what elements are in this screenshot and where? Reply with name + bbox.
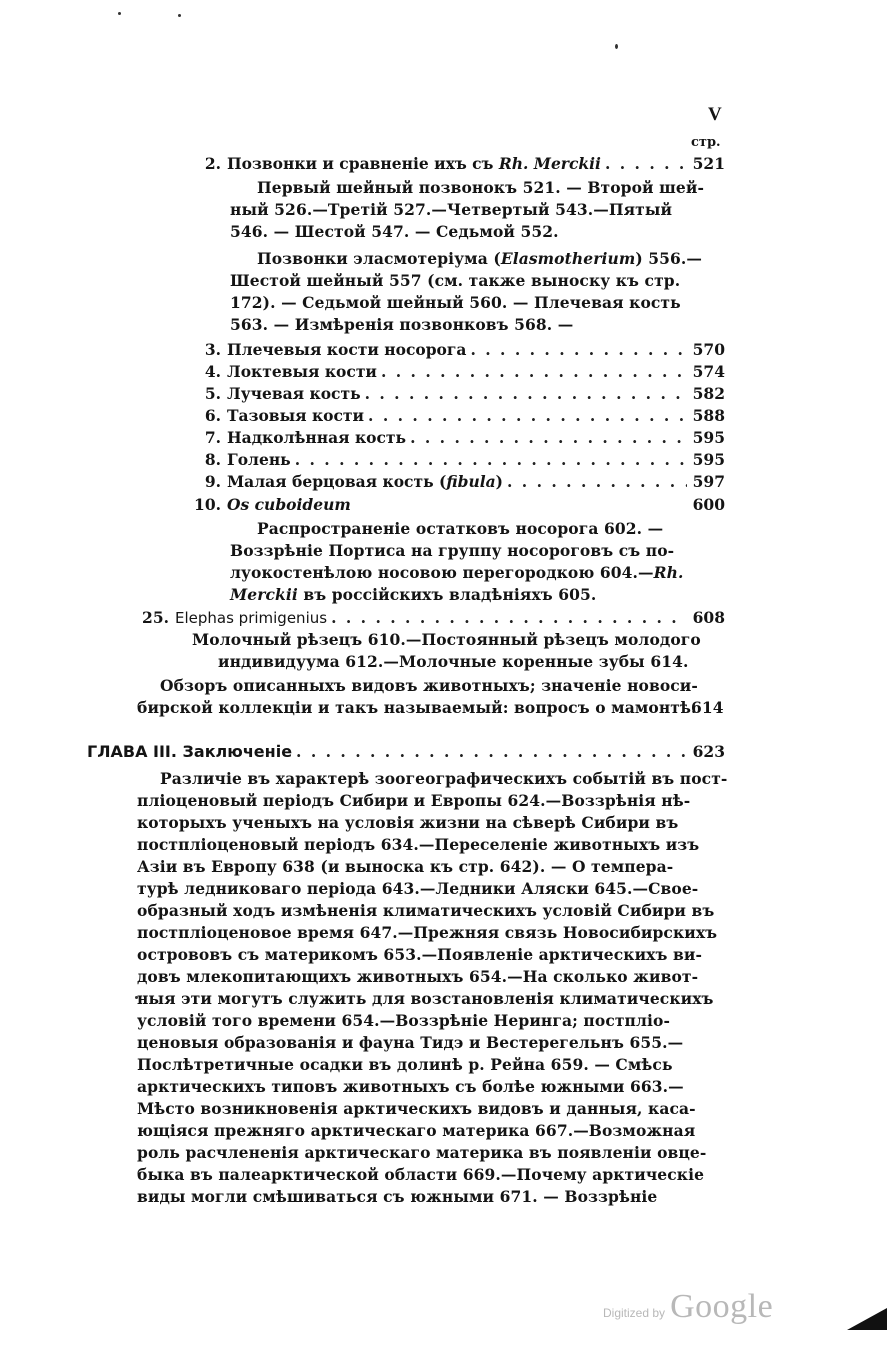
- chapter-summary-line: арктическихъ типовъ животныхъ съ болѣе южными 663.—: [137, 1077, 684, 1096]
- chapter-summary-line: постпліоценовый періодъ 634.—Переселеніе животныхъ изъ: [137, 835, 700, 854]
- toc-entry-number: 2.: [204, 154, 221, 173]
- chapter-summary-line: роль расчлененія арктическаго материка въ появленіи овце-: [137, 1143, 707, 1162]
- toc-entry-page: 582: [692, 384, 725, 403]
- toc-entry-9: [197, 471, 725, 493]
- entry-2-desc-line: ный 526.—Третій 527.—Четвертый 543.—Пятый: [230, 200, 673, 219]
- entry-10-desc-line: Распространеніе остатковъ носорога 602. —: [257, 519, 664, 538]
- toc-entry-number: 4.: [204, 362, 221, 381]
- entry-10-desc-line: Воззрѣніе Портиса на группу носороговъ съ по-: [230, 541, 675, 560]
- toc-entry-title: Тазовыя кости: [227, 406, 365, 425]
- toc-entry-title: Надколѣнная кость: [227, 428, 407, 447]
- toc-entry-6: [197, 405, 725, 427]
- chapter-summary-line: условій того времени 654.—Воззрѣніе Неринга; постпліо-: [137, 1011, 670, 1030]
- toc-entry-title: [227, 471, 503, 493]
- genus-name: Elasmotherium: [500, 249, 636, 268]
- toc-entry-5: [197, 383, 725, 405]
- chapter-summary-line: ющіяся прежняго арктическаго материка 667.—Возможная: [137, 1121, 696, 1140]
- species-name: Rh.: [653, 563, 684, 582]
- chapter-summary-line: постпліоценовое время 647.—Прежняя связь Новосибирскихъ: [137, 923, 718, 942]
- toc-entry-page: 588: [692, 406, 725, 425]
- toc-entry-page: 595: [692, 450, 725, 469]
- leader-dots: [507, 471, 687, 493]
- toc-entry-title: [227, 153, 601, 175]
- leader-dots: [410, 427, 687, 449]
- desc-text: Позвонки эласмотеріума (: [257, 249, 501, 268]
- toc-entry-number: 10.: [194, 495, 221, 514]
- entry-2-desc-line: 546. — Шестой 547. — Седьмой 552.: [230, 222, 559, 241]
- toc-entry-8: [197, 449, 725, 471]
- toc-entry-2: [197, 153, 725, 175]
- chapter-summary-line: ныя эти могутъ служить для возстановленія климатическихъ: [137, 989, 714, 1008]
- watermark-prefix: Digitized by: [603, 1306, 666, 1320]
- overview-line: бирской коллекціи и такъ называемый: вопросъ о мамонтѣ.: [137, 698, 697, 717]
- species-name: Rh. Merckii: [498, 154, 601, 173]
- scan-speck: [118, 12, 121, 15]
- chapter-summary-line: довъ млекопитающихъ животныхъ 654.—На сколько живот-: [137, 967, 699, 986]
- leader-dots: [470, 339, 687, 361]
- leader-dots: [365, 383, 687, 405]
- toc-entry-page: 570: [692, 340, 725, 359]
- toc-entry-10: [189, 494, 725, 516]
- google-logo-text: Google: [670, 1288, 774, 1325]
- toc-entry-title: Лучевая кость: [227, 384, 361, 403]
- toc-entry-page: 521: [692, 154, 725, 173]
- desc-text: луокостенѣлою носовою перегородкою 604.—: [230, 563, 654, 582]
- toc-entry-title: Плечевыя кости носорога: [227, 340, 467, 359]
- chapter-summary-line: острововъ съ материкомъ 653.—Появленіе арктическихъ ви-: [137, 945, 702, 964]
- chapter-summary-line: Послѣтретичные осадки въ долинѣ р. Рейна 659. — Смѣсь: [137, 1055, 673, 1074]
- entry-25-desc-line: индивидуума 612.—Молочные коренные зубы 614.: [218, 652, 689, 671]
- leader-dots: [296, 741, 687, 763]
- chapter-title: ГЛАВА III. Заключеніе: [87, 742, 293, 761]
- leader-dots: [295, 449, 687, 471]
- entry-2-desc-line: [257, 248, 702, 270]
- toc-entry-4: [197, 361, 725, 383]
- chapter-page: 623: [692, 742, 725, 761]
- toc-entry-number: 9.: [204, 472, 221, 491]
- toc-entry-title-text: Позвонки и сравненіе ихъ съ: [227, 154, 499, 173]
- latin-term: fibula: [446, 472, 496, 491]
- toc-entry-title: Elephas primigenius: [175, 609, 328, 627]
- toc-entry-number: 7.: [204, 428, 221, 447]
- toc-entry-page: 595: [692, 428, 725, 447]
- toc-entry-title: Локтевыя кости: [227, 362, 377, 381]
- chapter-summary-line: Азіи въ Европу 638 (и выноска къ стр. 642). — О темпера-: [137, 857, 674, 876]
- overview-line: Обзоръ описанныхъ видовъ животныхъ; значеніе новоси-: [160, 676, 698, 695]
- chapter-heading: [87, 741, 725, 763]
- chapter-summary-line: ценовыя образованія и фауна Тидэ и Вестерегельнъ 655.—: [137, 1033, 684, 1052]
- desc-text: въ россійскихъ владѣніяхъ 605.: [297, 585, 597, 604]
- page-corner-mark: [847, 1308, 887, 1330]
- entry-25-desc-line: Молочный рѣзецъ 610.—Постоянный рѣзецъ молодого: [192, 630, 701, 649]
- entry-2-desc-line: 172). — Седьмой шейный 560. — Плечевая кость: [230, 293, 681, 312]
- chapter-summary-line: образный ходъ измѣненія климатическихъ условій Сибири въ: [137, 901, 715, 920]
- leader-dots: [331, 607, 687, 629]
- toc-entry-3: [197, 339, 725, 361]
- toc-entry-page: 600: [692, 495, 725, 514]
- toc-entry-number: 3.: [204, 340, 221, 359]
- toc-entry-page: 608: [692, 608, 725, 627]
- entry-2-desc-line: Первый шейный позвонокъ 521. — Второй шей-: [257, 178, 704, 197]
- page-number: V: [708, 104, 722, 125]
- chapter-summary-line: виды могли смѣшиваться съ южными 671. — Воззрѣніе: [137, 1187, 658, 1206]
- toc-entry-title: Os cuboideum: [227, 495, 351, 514]
- toc-entry-7: [197, 427, 725, 449]
- toc-entry-page: 597: [692, 472, 725, 491]
- toc-entry-number: 6.: [204, 406, 221, 425]
- chapter-summary-line: быка въ палеарктической области 669.—Почему арктическіе: [137, 1165, 705, 1184]
- entry-10-desc-line: [230, 584, 596, 606]
- toc-entry-number: 5.: [204, 384, 221, 403]
- chapter-summary-line: Мѣсто возникновенія арктическихъ видовъ и данныя, каса-: [137, 1099, 696, 1118]
- chapter-summary-line: пліоценовый періодъ Сибири и Европы 624.—Воззрѣнія нѣ-: [137, 791, 691, 810]
- leader-dots: [381, 361, 687, 383]
- toc-entry-title: Голень: [227, 450, 291, 469]
- toc-entry-number: 8.: [204, 450, 221, 469]
- scan-speck: [178, 14, 181, 17]
- overview-page: 614: [691, 698, 724, 717]
- toc-entry-number: 25.: [142, 608, 169, 627]
- leader-dots: [605, 153, 687, 175]
- entry-2-desc-line: 563. — Измѣренія позвонковъ 568. —: [230, 315, 574, 334]
- toc-entry-title-text: ): [495, 472, 503, 491]
- species-name: Merckii: [230, 585, 298, 604]
- digitized-by-google-watermark: [603, 1288, 773, 1326]
- entry-10-desc-line: [230, 562, 683, 584]
- entry-2-desc-line: Шестой шейный 557 (см. также выноску къ стр.: [230, 271, 681, 290]
- scan-speck: [615, 44, 618, 49]
- leader-dots: [368, 405, 687, 427]
- toc-entry-title-text: Малая берцовая кость (: [227, 472, 447, 491]
- desc-text: ) 556.—: [635, 249, 703, 268]
- chapter-summary-line: турѣ ледниковаго періода 643.—Ледники Аляски 645.—Свое-: [137, 879, 699, 898]
- toc-entry-25: [137, 607, 725, 629]
- page-column-label: стр.: [691, 135, 721, 150]
- toc-entry-page: 574: [692, 362, 725, 381]
- chapter-summary-line: которыхъ ученыхъ на условія жизни на сѣверѣ Сибири въ: [137, 813, 679, 832]
- chapter-summary-line: Различіе въ характерѣ зоогеографическихъ событій въ пост-: [160, 769, 728, 788]
